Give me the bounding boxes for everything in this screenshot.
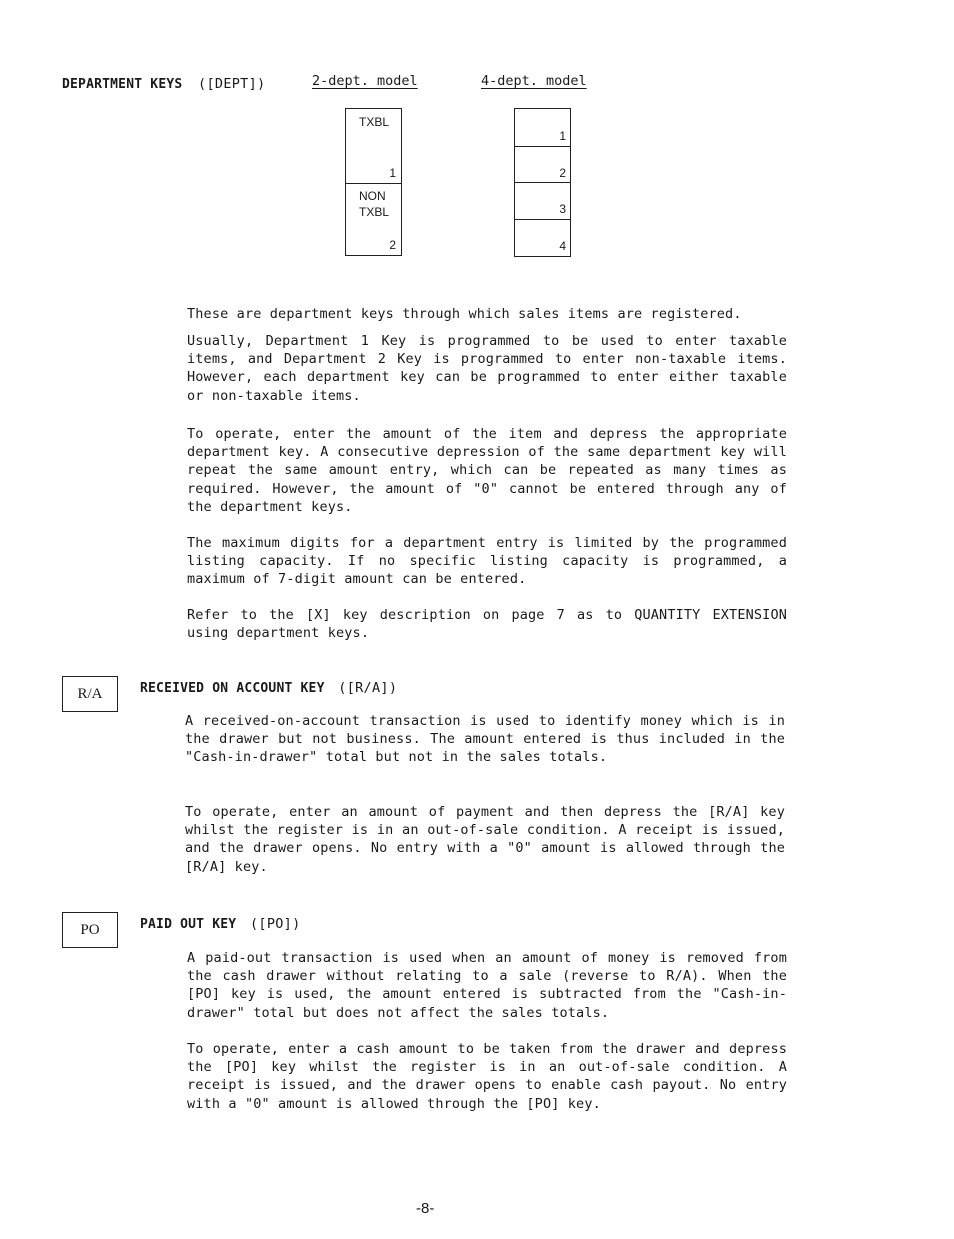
page-number: -8- (416, 1200, 435, 1217)
dept-key-2-cell (346, 183, 401, 255)
dept-paragraph-4: The maximum digits for a department entry is limited by the programmed listing capacity. If no specific listing capacity is programmed, a maximum of 7-digit amount can be entered. (187, 535, 787, 588)
model-4dept-label: 4-dept. model (481, 73, 587, 89)
ra-key-label: R/A (77, 685, 103, 702)
dept-key-cell-3 (515, 182, 570, 220)
ra-key-icon (62, 676, 118, 712)
po-title: PAID OUT KEY (140, 917, 237, 932)
dept-key-cell-2-number: 2 (559, 166, 566, 180)
dept-key-cell-4-number: 4 (559, 239, 566, 253)
dept-key-2-number: 2 (389, 238, 396, 252)
dept-key-cell-1 (515, 109, 570, 146)
po-heading (140, 913, 301, 932)
dept-key-2-label: NON TXBL (359, 189, 390, 219)
dept-key-cell-3-number: 3 (559, 202, 566, 216)
dept-paragraph-3: To operate, enter the amount of the item and depress the appropriate department key. A consecutive depression of the same department key will repeat the same amount entry, which can be repeated as many times as required. However, the amount of "0" cannot be entered through any of the department keys. (187, 426, 787, 515)
dept-paragraph-5: Refer to the [X] key description on page 7 as to QUANTITY EXTENSION using department keys. (187, 607, 787, 642)
model-2dept-label: 2-dept. model (312, 73, 418, 89)
dept-key-1-cell (346, 109, 401, 183)
dept-key-cell-4 (515, 219, 570, 256)
dept-key-1-number: 1 (389, 166, 396, 180)
dept-title-key: ([DEPT]) (198, 76, 266, 92)
po-title-key: ([PO]) (249, 916, 301, 932)
ra-paragraph-1: A received-on-account transaction is used to identify money which is in the drawer but not business. The amount entered is thus included in the "Cash-in-drawer" total but not in the sales totals. (185, 713, 785, 766)
ra-title-key: ([R/A]) (338, 680, 398, 696)
dept-paragraph-1: These are department keys through which sales items are registered. (187, 306, 742, 322)
ra-title: RECEIVED ON ACCOUNT KEY (140, 681, 325, 696)
po-paragraph-2: To operate, enter a cash amount to be taken from the drawer and depress the [PO] key whilst the register is in an out-of-sale condition. A receipt is issued, and the drawer opens to enable cash payout. No entry with a "0" amount is allowed through the [PO] key. (187, 1041, 787, 1112)
po-key-label: PO (80, 921, 100, 938)
dept-heading (62, 73, 265, 92)
dept-key-4-model (514, 108, 571, 257)
dept-title: DEPARTMENT KEYS (62, 77, 183, 92)
dept-key-cell-1-number: 1 (559, 129, 566, 143)
ra-paragraph-2: To operate, enter an amount of payment and then depress the [R/A] key whilst the register is in an out-of-sale condition. A receipt is issued, and the drawer opens. No entry with a "0" amount is allowed through the [R/A] key. (185, 804, 785, 875)
dept-paragraph-2: Usually, Department 1 Key is programmed to be used to enter taxable items, and Department 2 Key is programmed to enter non-taxable items. However, each department key can be programmed to enter either taxable or non-taxable items. (187, 333, 787, 404)
dept-key-cell-2 (515, 146, 570, 183)
ra-heading (140, 677, 397, 696)
dept-key-2-model (345, 108, 402, 256)
po-paragraph-1: A paid-out transaction is used when an amount of money is removed from the cash drawer without relating to a sale (reverse to R/A). When the [PO] key is used, the amount entered is subtracted from the "Cash-in-drawer" total but does not affect the sales totals. (187, 950, 787, 1021)
dept-key-1-label: TXBL (359, 115, 390, 129)
po-key-icon (62, 912, 118, 948)
